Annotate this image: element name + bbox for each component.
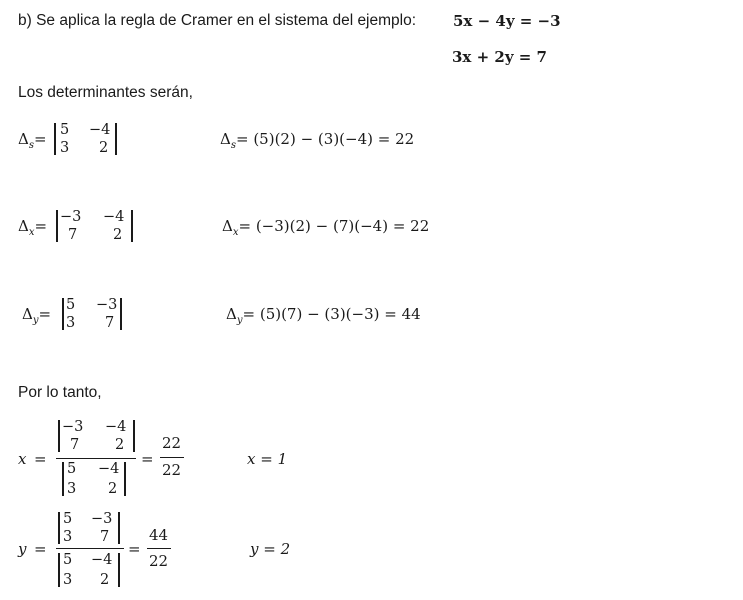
solution-x-numerator-matrix: −3 −4 7 2 — [58, 419, 138, 453]
delta-x-matrix: −3 −4 7 2 — [56, 209, 136, 243]
solution-x-fraction-numerator: 22 — [162, 434, 182, 452]
delta-y-label: $\Delta_y=$ — [22, 305, 52, 326]
equation-1: 5x − 4y = −3 — [453, 12, 561, 30]
solution-y-equals-2: = — [128, 540, 141, 558]
solution-y-equals: = — [34, 540, 47, 558]
solution-y-denominator-matrix: 5 −4 3 2 — [58, 552, 128, 588]
delta-x-label: $\Delta_x=$ — [18, 217, 48, 238]
solution-x-fraction-denominator: 22 — [162, 461, 182, 479]
solution-y-fraction-line — [56, 548, 124, 549]
solution-x-equals-2: = — [141, 450, 154, 468]
determinants-heading: Los determinantes serán, — [18, 84, 193, 101]
solution-y-fraction-denominator: 22 — [149, 552, 169, 570]
solution-x-result: x = 1 — [247, 450, 288, 468]
solution-y-result-fraction-line — [147, 548, 171, 549]
solution-y-result: y = 2 — [250, 540, 291, 558]
conclusion-heading: Por lo tanto, — [18, 384, 102, 401]
solution-x-result-fraction-line — [160, 457, 184, 458]
delta-s-matrix: 5 −4 3 2 — [54, 122, 124, 156]
solution-x-equals: = — [34, 450, 47, 468]
delta-x-calculation: $\Delta_x= (-3)(2) - (7)(-4) = 22$ — [222, 217, 430, 238]
delta-s-label: $\Delta_s=$ — [18, 130, 47, 151]
equation-2: 3x + 2y = 7 — [452, 48, 547, 66]
solution-x-fraction-line — [56, 458, 136, 459]
solution-y-fraction-numerator: 44 — [149, 526, 169, 544]
intro-text: b) Se aplica la regla de Cramer en el sistema del ejemplo: — [18, 12, 417, 29]
solution-y-variable: y — [18, 540, 27, 558]
solution-x-variable: x — [18, 450, 27, 468]
delta-s-calculation: $\Delta_s= (5)(2) - (3)(-4) = 22$ — [220, 130, 415, 151]
solution-y-numerator-matrix: 5 −3 3 7 — [58, 511, 128, 545]
delta-y-calculation: $\Delta_y= (5)(7) - (3)(-3) = 44$ — [226, 305, 421, 326]
delta-y-matrix: 5 −3 3 7 — [62, 297, 132, 331]
solution-x-denominator-matrix: 5 −4 3 2 — [62, 461, 132, 497]
